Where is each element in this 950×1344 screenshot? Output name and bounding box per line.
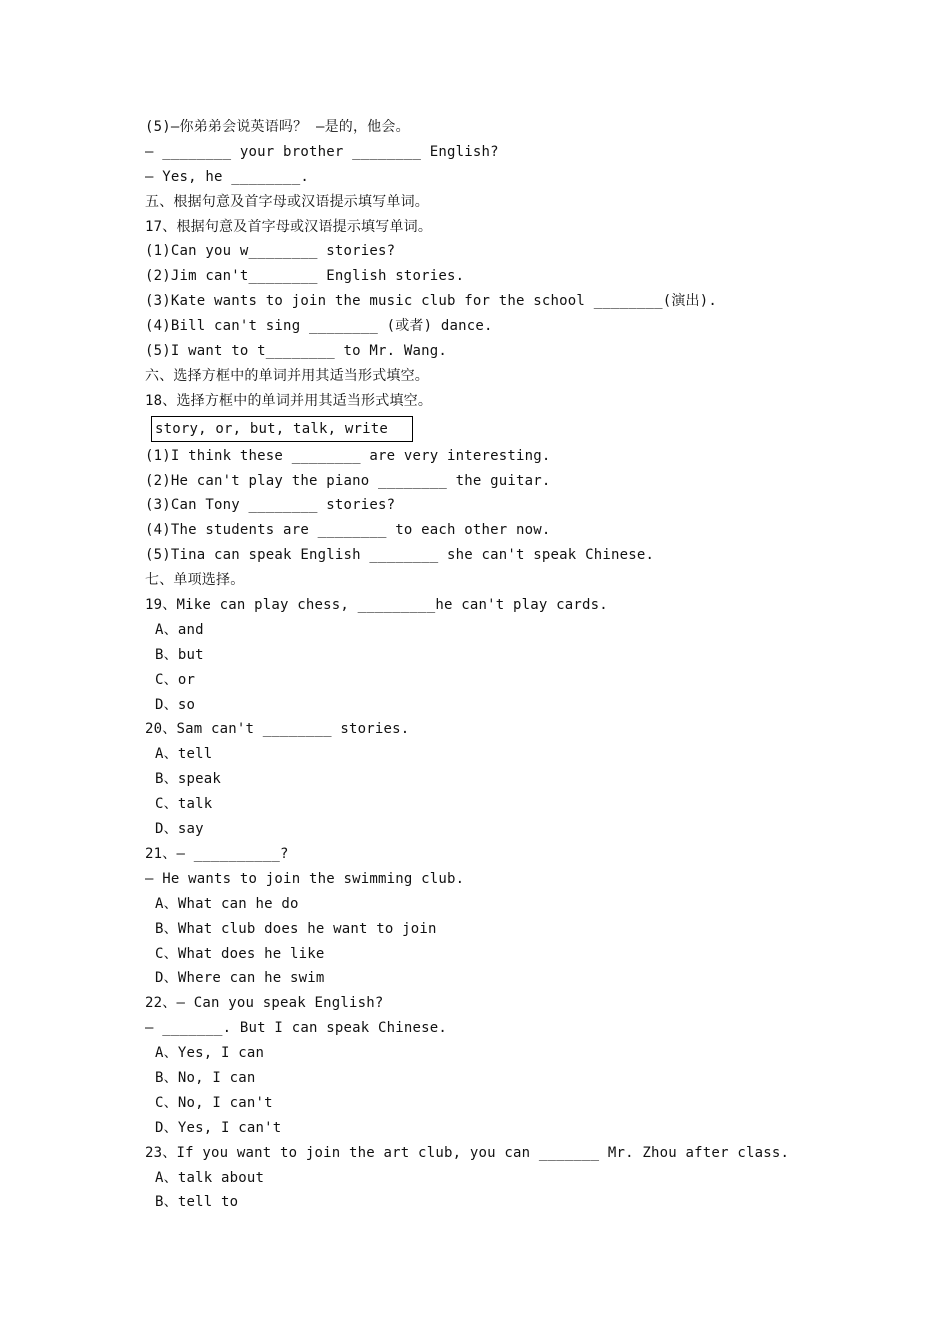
- fill-item: (2)Jim can't________ English stories.: [145, 268, 465, 285]
- question-line: — _______. But I can speak Chinese.: [145, 1020, 448, 1037]
- question-line: — ________ your brother ________ English?: [145, 143, 499, 160]
- fill-item: (1)I think these ________ are very interesting.: [145, 447, 551, 464]
- answer-option: B、What club does he want to join: [155, 920, 437, 937]
- section-heading: 六、选择方框中的单词并用其适当形式填空。: [145, 367, 429, 384]
- section-heading: 七、单项选择。: [145, 572, 245, 589]
- answer-option: C、What does he like: [155, 945, 325, 962]
- answer-option: A、and: [155, 621, 204, 638]
- answer-option: D、Where can he swim: [155, 970, 325, 987]
- worksheet-page: [145, 115, 905, 1215]
- question-stem: 23、If you want to join the art club, you can _______ Mr. Zhou after class.: [145, 1144, 790, 1161]
- question-prompt: (5)—你弟弟会说英语吗？ —是的，他会。: [145, 119, 410, 135]
- question-stem: 19、Mike can play chess, _________he can't play cards.: [145, 597, 608, 614]
- question-stem: 18、选择方框中的单词并用其适当形式填空。: [145, 392, 433, 409]
- answer-option: A、tell: [155, 746, 213, 763]
- answer-option: A、What can he do: [155, 895, 299, 912]
- fill-item: (5)I want to t________ to Mr. Wang.: [145, 343, 448, 360]
- question-line: — He wants to join the swimming club.: [145, 870, 465, 887]
- word-box: story, or, but, talk, write: [151, 416, 413, 442]
- word-box-row: [145, 414, 905, 444]
- answer-option: C、or: [155, 671, 196, 688]
- fill-item: (1)Can you w________ stories?: [145, 243, 396, 260]
- section-heading: 五、根据句意及首字母或汉语提示填写单词。: [145, 193, 429, 210]
- answer-option: D、Yes, I can't: [155, 1119, 282, 1136]
- answer-option: D、say: [155, 821, 204, 838]
- answer-option: D、so: [155, 696, 196, 713]
- answer-option: B、but: [155, 646, 204, 663]
- answer-option: A、Yes, I can: [155, 1045, 265, 1062]
- question-stem: 21、— __________?: [145, 845, 289, 862]
- question-stem: 17、根据句意及首字母或汉语提示填写单词。: [145, 218, 433, 235]
- answer-option: B、No, I can: [155, 1069, 256, 1086]
- fill-item: (4)The students are ________ to each other now.: [145, 522, 551, 539]
- fill-item: (2)He can't play the piano ________ the guitar.: [145, 472, 551, 489]
- answer-option: C、No, I can't: [155, 1094, 273, 1111]
- question-stem: 20、Sam can't ________ stories.: [145, 721, 410, 738]
- answer-option: A、talk about: [155, 1169, 265, 1186]
- fill-item: (4)Bill can't sing ________ (或者) dance.: [145, 318, 493, 335]
- answer-option: B、speak: [155, 771, 221, 788]
- fill-item: (3)Kate wants to join the music club for the school ________(演出).: [145, 293, 718, 310]
- answer-option: B、tell to: [155, 1194, 239, 1211]
- question-line: — Yes, he ________.: [145, 168, 309, 185]
- fill-item: (5)Tina can speak English ________ she can't speak Chinese.: [145, 547, 655, 564]
- question-stem: 22、— Can you speak English?: [145, 995, 384, 1012]
- answer-option: C、talk: [155, 796, 213, 813]
- fill-item: (3)Can Tony ________ stories?: [145, 497, 396, 514]
